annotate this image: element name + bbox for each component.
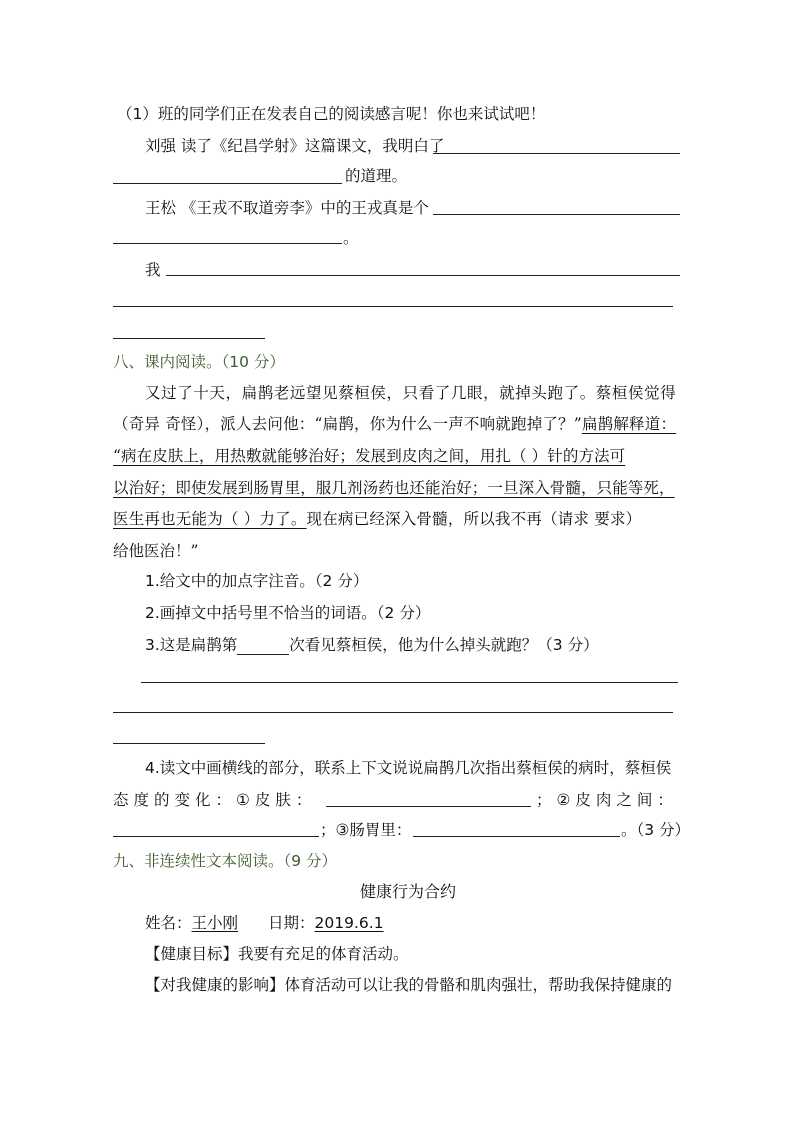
me-answer-line-2[interactable] (113, 306, 673, 307)
me-answer-line-1[interactable] (166, 275, 680, 276)
name-label: 姓名： (145, 914, 192, 932)
health-impact (145, 975, 672, 995)
date-value: 2019.6.1 (314, 914, 384, 932)
passage-line-3: “病在皮肤上，用热敷就能够治好；发展到皮肉之间，用扎（ ）针的方法可 (113, 447, 626, 465)
section8-heading: 八、课内阅读。（10 分） (113, 353, 285, 371)
wangsong-suffix: 。 (343, 229, 359, 247)
impact-text: 体育活动可以让我的骨骼和肌肉强壮，帮助我保持健康的 (284, 976, 673, 994)
section9-heading: 九、非连续性文本阅读。（9 分） (113, 852, 338, 870)
passage-line-5-underlined: 医生再也无能为（ ）力了。 (113, 510, 307, 528)
question-4-line-3-suffix: 。（3 分） (621, 821, 691, 839)
question-4-line-1: 4.读文中画横线的部分，联系上下文说说扁鹊几次指出蔡桓侯的病时，蔡桓侯 (145, 759, 672, 777)
question-1: 1.给文中的加点字注音。（2 分） (145, 572, 369, 590)
liuqiang-answer-line-1[interactable] (433, 153, 680, 154)
goal-text: 我要有充足的体育活动。 (238, 945, 409, 963)
passage-line-2 (113, 414, 676, 434)
passage-line-2-text: （奇异 奇怪），派人去问他：“扁鹊，你为什么一声不响就跑掉了？” (113, 415, 582, 433)
question-3-answer-line-1[interactable] (141, 682, 678, 683)
health-goal (145, 944, 409, 964)
question-4-line-3-mid: ；③肠胃里： (320, 821, 412, 839)
question-3-answer-line-3[interactable] (113, 743, 265, 744)
question-3-blank[interactable] (237, 637, 289, 655)
impact-label: 【对我健康的影响】 (145, 976, 285, 994)
question-3-suffix: 次看见蔡桓侯，他为什么掉头就跑？（3 分） (289, 636, 599, 654)
question-4-line-2-prefix: 态度的变化：①皮肤： (113, 791, 317, 809)
question-3-answer-line-2[interactable] (113, 712, 673, 713)
question-3-prefix: 3.这是扁鹊第 (145, 636, 238, 654)
q4-stomach-blank[interactable] (413, 836, 620, 837)
goal-label: 【健康目标】 (145, 945, 239, 963)
name-value: 王小刚 (191, 914, 239, 932)
liuqiang-answer-line-2[interactable] (113, 183, 342, 184)
q7-prompt: （1）班的同学们正在发表自己的阅读感言呢！你也来试试吧！ (117, 105, 546, 123)
wangsong-answer-line-1[interactable] (433, 214, 680, 215)
passage-line-1: 又过了十天，扁鹊老远望见蔡桓侯，只看了几眼，就掉头跑了。蔡桓侯觉得 (145, 384, 677, 402)
passage-line-4: 以治好；即使发展到肠胃里，服几剂汤药也还能治好；一旦深入骨髓，只能等死， (113, 479, 675, 497)
wangsong-prefix: 王松 《王戎不取道旁李》中的王戎真是个 (145, 199, 429, 217)
date-label: 日期： (268, 914, 315, 932)
liuqiang-suffix: 的道理。 (345, 167, 408, 185)
question-3 (145, 635, 599, 655)
passage-line-6: 给他医治！” (113, 542, 199, 560)
passage-line-5 (113, 509, 641, 529)
contract-title: 健康行为合约 (360, 882, 457, 901)
me-answer-line-3[interactable] (113, 338, 265, 339)
contract-meta (145, 913, 384, 933)
passage-line-5-text: 现在病已经深入骨髓，所以我不再（请求 要求） (306, 510, 642, 528)
liuqiang-prefix: 刘强 读了《纪昌学射》这篇课文，我明白了 (145, 137, 445, 155)
question-2: 2.画掉文中括号里不恰当的词语。（2 分） (145, 604, 431, 622)
wangsong-answer-line-2[interactable] (113, 243, 342, 244)
me-label: 我 (145, 261, 161, 279)
passage-line-2-underlined: 扁鹊解释道： (581, 415, 677, 433)
q4-flesh-blank[interactable] (113, 836, 319, 837)
question-4-line-2-mid: ；②皮肉之间： (536, 791, 678, 809)
q4-skin-blank[interactable] (326, 806, 531, 807)
